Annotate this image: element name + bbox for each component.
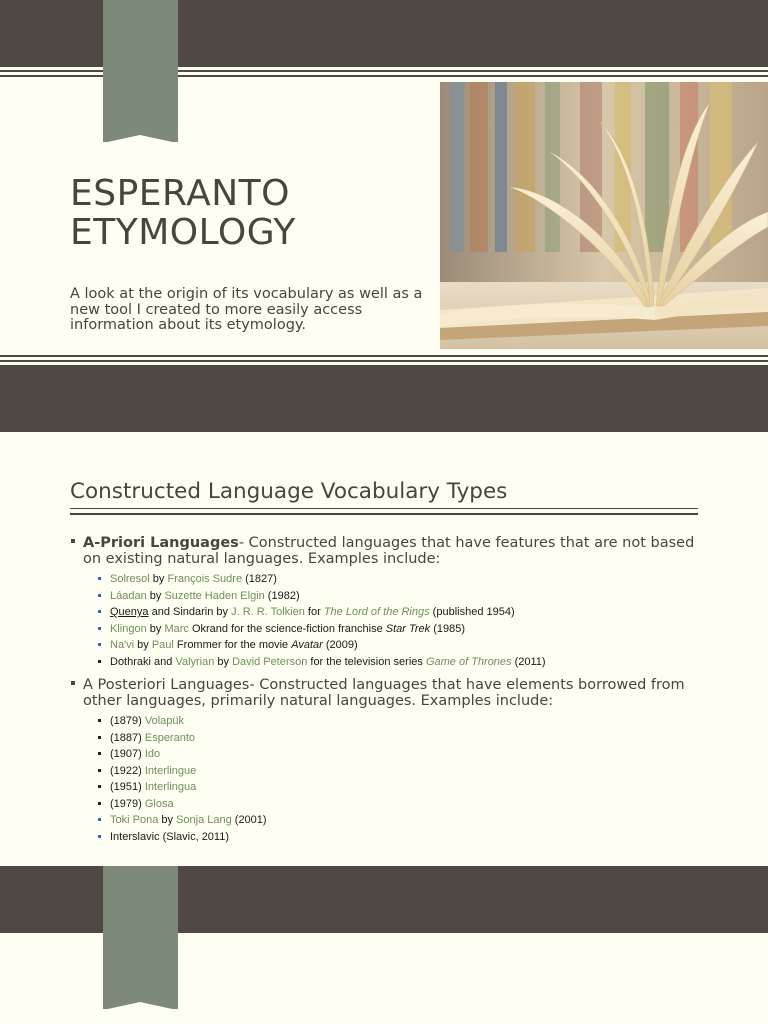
text: (1907) [110,748,145,760]
text-star-trek: Star Trek [385,622,431,635]
text: Okrand for the science-fiction franchise [188,622,386,635]
link-suzette-haden-elgin[interactable]: Suzette Haden Elgin [164,589,265,602]
link-quenya[interactable]: Quenya [110,606,149,618]
a-priori-heading [70,536,698,567]
link-glosa[interactable]: Glosa [144,797,174,810]
link-tolkien[interactable]: J. R. R. Tolkien [231,606,305,618]
link-game-of-thrones[interactable]: Game of Thrones [425,655,512,668]
text: (1879) [110,715,145,727]
link-interlingua[interactable]: Interlingua [144,781,197,793]
text: by [149,573,168,585]
link-ido[interactable]: Ido [144,748,161,760]
text: by [214,655,233,668]
text-avatar: Avatar [291,639,323,651]
text: (1922) [110,764,145,777]
text: for the television series [307,655,426,668]
title-rule-thick [70,513,698,515]
text: and Sindarin by [148,606,232,618]
link-interlingue[interactable]: Interlingue [144,764,197,777]
slide-title [70,174,296,252]
list-item [110,654,698,671]
list-item [110,763,698,780]
list-item [110,604,698,621]
list-item [110,779,698,796]
link-esperanto[interactable]: Esperanto [144,731,196,744]
text: (1979) [110,797,145,810]
list-item [110,796,698,813]
link-marc[interactable]: Marc [164,622,189,635]
link-laadan[interactable]: Láadan [110,589,147,602]
title-rule-thin [70,508,698,509]
text: (1827) [242,573,277,585]
bottom-rule-1 [0,355,768,357]
bookmark-ribbon-top [103,0,178,142]
list-item [110,730,698,747]
link-lord-of-the-rings[interactable]: The Lord of the Rings [323,606,430,618]
a-priori-heading-text: - Constructed languages that have features that are not based on existing natural languages. Examples include: [83,535,695,567]
text: by [146,622,165,635]
link-navi[interactable]: Na'vi [110,639,135,651]
link-francois-sudre[interactable]: François Sudre [167,573,243,585]
section-title: Constructed Language Vocabulary Types [70,479,508,504]
bottom-rule-2 [0,360,768,362]
link-volapuk[interactable]: Volapük [144,715,185,727]
text: by [146,589,165,602]
text: by [134,639,152,651]
link-solresol[interactable]: Solresol [110,573,150,585]
text: (2001) [231,814,267,826]
link-david-peterson[interactable]: David Peterson [232,655,308,668]
text: by [158,814,177,826]
title-line-2: ETYMOLOGY [70,212,296,253]
text: (published 1954) [429,606,515,618]
list-item [110,588,698,605]
text: (1887) [110,731,145,744]
title-line-1: ESPERANTO [70,173,290,214]
list-item [110,812,698,829]
list-item [110,637,698,654]
text: (2009) [322,639,358,651]
link-klingon[interactable]: Klingon [110,622,147,635]
link-toki-pona[interactable]: Toki Pona [110,814,159,826]
list-item [110,746,698,763]
list-item [110,621,698,638]
a-priori-heading-bold: A-Priori Languages [83,535,239,551]
slide-divider-band [0,365,768,432]
text: for [304,606,324,618]
text: Frommer for the movie [173,639,292,651]
bookmark-ribbon-bottom [103,866,178,1009]
list-item [110,713,698,730]
link-sonja-lang[interactable]: Sonja Lang [176,814,232,826]
text: Dothraki and [110,655,176,668]
text: (2011) [511,655,546,668]
a-posteriori-heading: A Posteriori Languages- Constructed languages that have elements borrowed from other languages, primarily natural languages. Examples include: [70,678,698,709]
text: (1985) [430,622,466,635]
list-item [110,571,698,588]
link-valyrian[interactable]: Valyrian [175,655,215,668]
open-book-photo [440,82,768,349]
a-posteriori-list [70,713,698,845]
text: (1951) [110,781,145,793]
list-item [110,829,698,846]
a-priori-section [70,536,698,670]
a-priori-list [70,571,698,670]
slide-subtitle: A look at the origin of its vocabulary as well as a new tool I created to more easily access information about its etymology. [70,286,423,333]
link-paul[interactable]: Paul [151,639,174,651]
text: (1982) [264,589,300,602]
text: Interslavic (Slavic, 2011) [110,830,230,843]
a-posteriori-section [70,678,698,845]
